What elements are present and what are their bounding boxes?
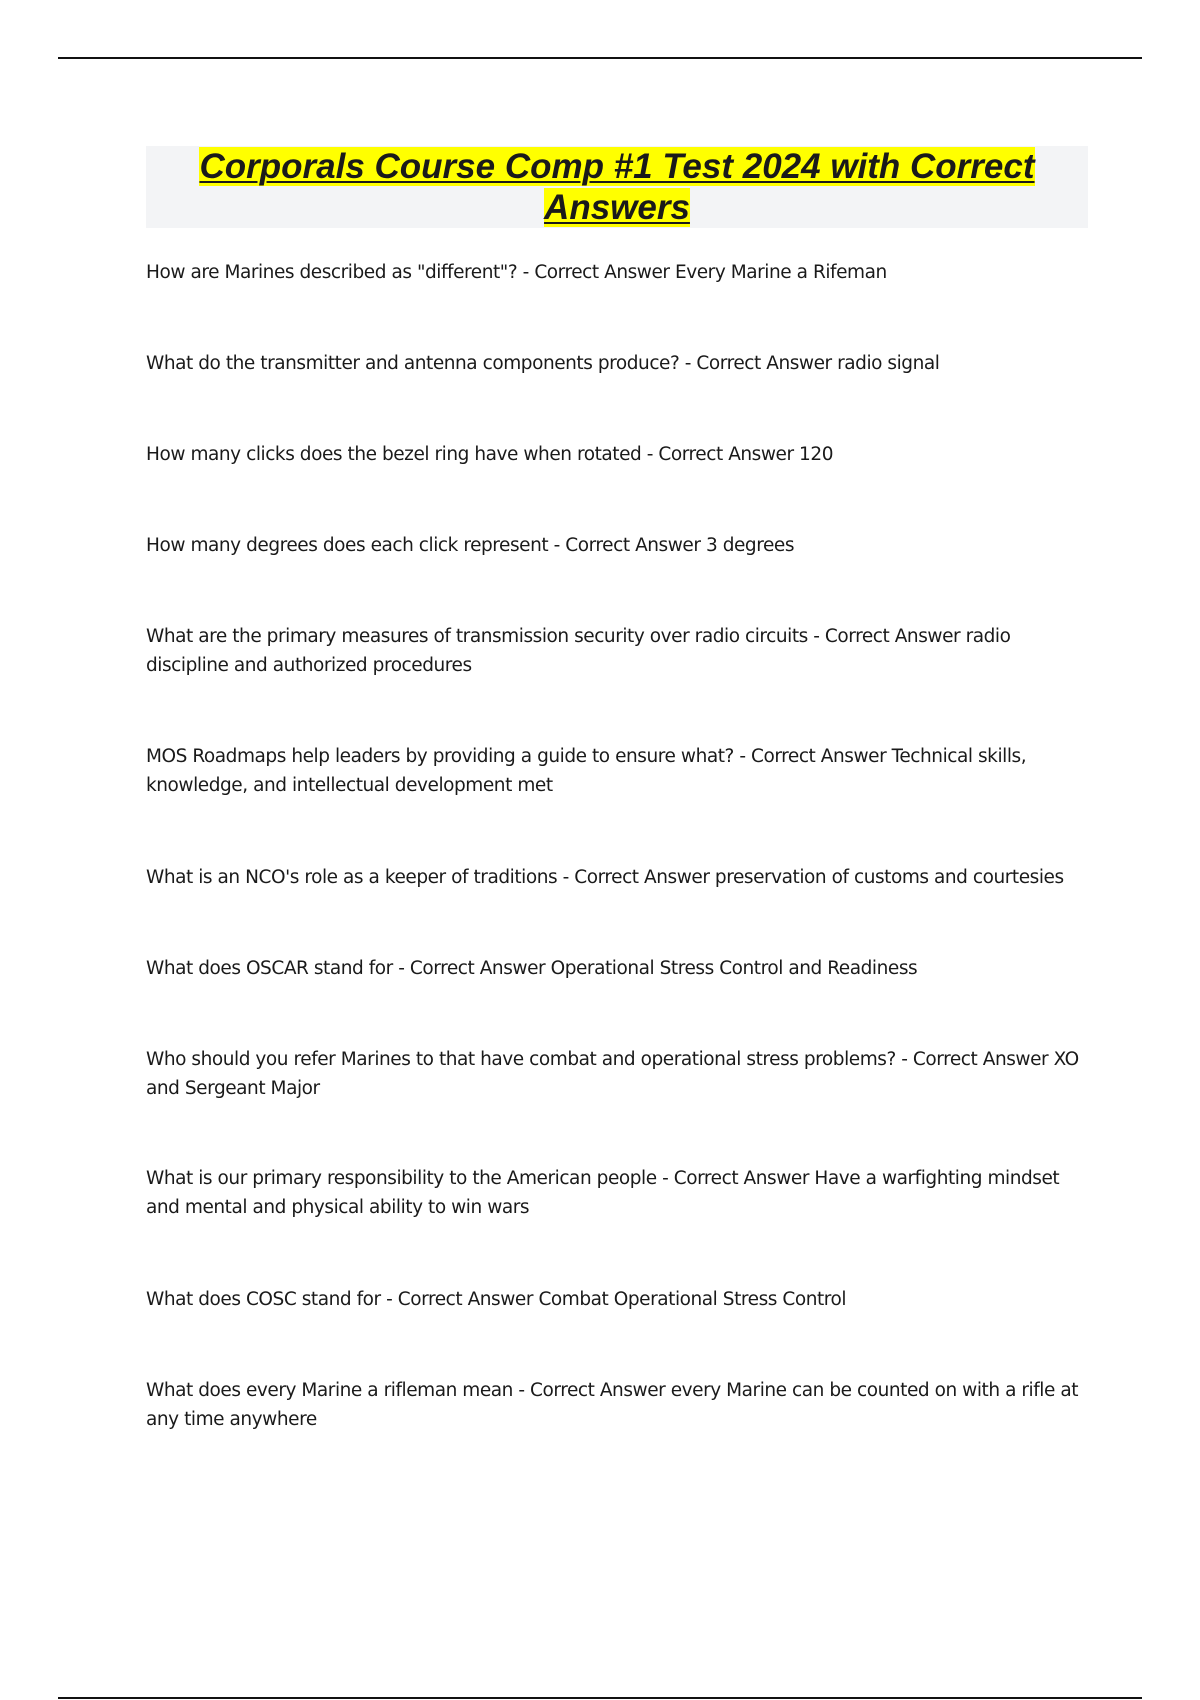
qa-item: What does COSC stand for - Correct Answer Combat Operational Stress Control [146, 1289, 847, 1310]
header-rule [58, 57, 1142, 59]
qa-item: What does every Marine a rifleman mean - Correct Answer every Marine can be counted on with a rifle at any time anywhere [146, 1380, 1079, 1430]
title-block [146, 146, 1088, 228]
document-title-text: Corporals Course Comp #1 Test 2024 with Correct Answers [199, 147, 1035, 227]
qa-item: What is our primary responsibility to the American people - Correct Answer Have a warfighting mindset and mental and physical ability to win wars [146, 1168, 1060, 1218]
document-title [146, 146, 1088, 228]
qa-item: What do the transmitter and antenna components produce? - Correct Answer radio signal [146, 353, 940, 374]
qa-item: What is an NCO's role as a keeper of traditions - Correct Answer preservation of customs and courtesies [146, 867, 1064, 888]
qa-item: MOS Roadmaps help leaders by providing a guide to ensure what? - Correct Answer Technical skills, knowledge, and intellectual development met [146, 746, 1027, 796]
qa-item: What does OSCAR stand for - Correct Answer Operational Stress Control and Readiness [146, 958, 918, 979]
qa-item: How many clicks does the bezel ring have when rotated - Correct Answer 120 [146, 444, 834, 465]
qa-item: Who should you refer Marines to that have combat and operational stress problems? - Correct Answer XO and Sergeant Major [146, 1049, 1079, 1099]
qa-item: How many degrees does each click represent - Correct Answer 3 degrees [146, 535, 795, 556]
qa-item: How are Marines described as "different"? - Correct Answer Every Marine a Rifeman [146, 262, 887, 283]
qa-item: What are the primary measures of transmission security over radio circuits - Correct Answer radio discipline and authorized procedures [146, 626, 1011, 676]
footer-rule [58, 1697, 1142, 1699]
